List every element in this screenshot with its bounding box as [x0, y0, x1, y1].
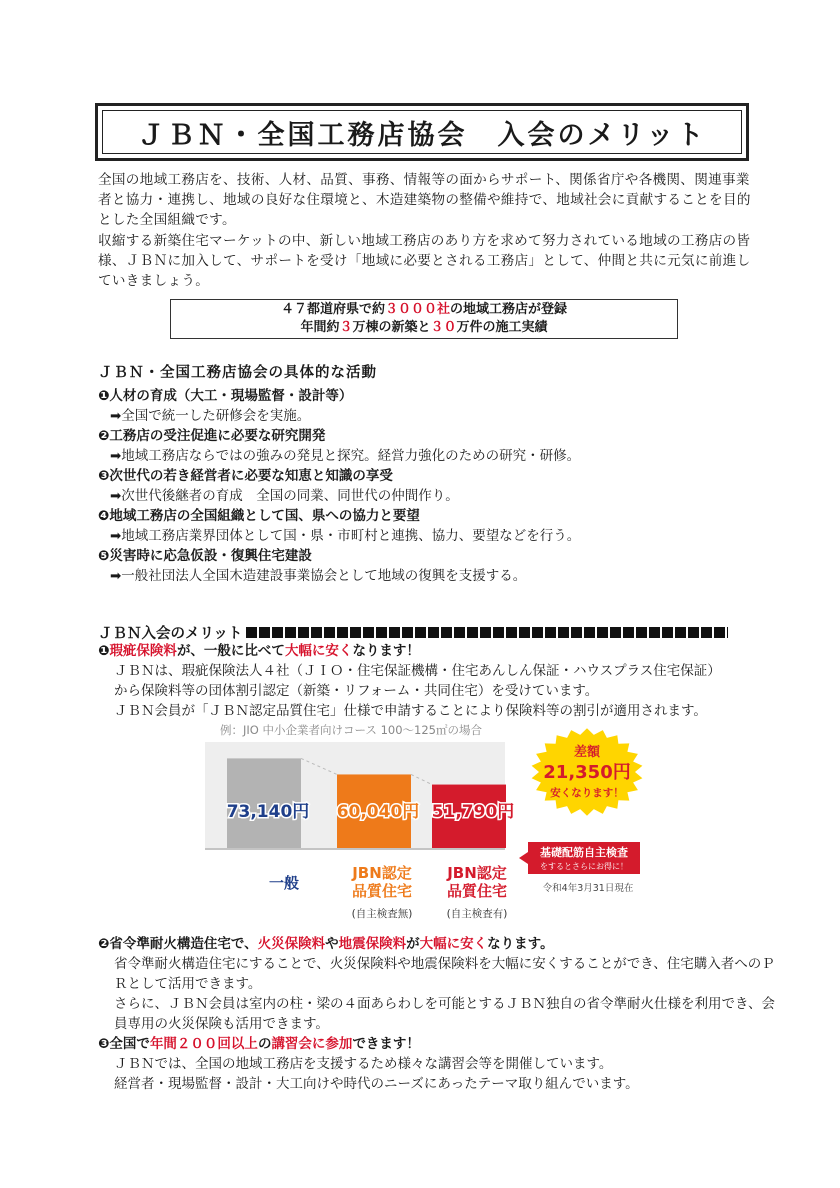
activity-item [98, 426, 778, 466]
chart-category-label: 品質住宅 [351, 882, 413, 900]
title-box [95, 103, 749, 161]
merit-highlight: 大幅に安く [419, 936, 488, 952]
date-note: 令和4年3月31日現在 [542, 883, 634, 894]
activity-desc: ➡地域工務店業界団体として国・県・市町村と連携、協力、要望などを行う。 [110, 528, 581, 544]
merit-text: ❸全国で [98, 1036, 150, 1052]
merit-highlight: 地震保険料 [338, 936, 407, 952]
merit-1 [98, 641, 778, 721]
stats-text: の地域工務店が登録 [450, 302, 568, 317]
activities-list [98, 386, 778, 586]
merit-highlight: 瑕疵保険料 [109, 643, 177, 659]
stats-highlight: ３ [339, 320, 353, 335]
merit-text: や [325, 936, 339, 952]
stats-text: 万棟の新築と [352, 320, 431, 335]
stats-line-1 [171, 301, 677, 319]
insurance-chart [205, 720, 665, 920]
merit-2-head [98, 934, 778, 954]
chart-value-label: 73,140円 [226, 802, 310, 822]
badge-top-label: 差額 [573, 745, 601, 760]
stats-text: ４７都道府県で約 [280, 302, 385, 317]
activity-item [98, 546, 778, 586]
merit-2-line: 省令準耐火構造住宅にすることで、火災保険料や地震保険料を大幅に安くすることができ、住宅購入者へのＰＲとして活用できます。 [114, 956, 775, 992]
activity-head: ❹地域工務店の全国組織として国、県への協力と要望 [98, 508, 420, 524]
chart-category-label: JBN認定 [447, 864, 507, 882]
merit-1-line: から保険料等の団体割引認定（新築・リフォーム・共同住宅）を受けています。 [114, 683, 599, 699]
decorative-bar [246, 627, 728, 638]
activity-head: ❶人材の育成（大工・現場監督・設計等） [98, 388, 353, 404]
merit-highlight: 講習会に参加 [271, 1036, 353, 1052]
intro-paragraph-2: 収縮する新築住宅マーケットの中、新しい地域工務店のあり方を求めて努力されている地域の工務店の皆様、ＪＢＮに加入して、サポートを受け「地域に必要とされる工務店」として、仲間と共に元気に前進していきましょう。 [98, 232, 751, 290]
note-line-2: をするとさらにお得に！ [540, 862, 628, 871]
merit-3-line: 経営者・現場監督・設計・大工向けや時代のニーズにあったテーマ取り組んでいます。 [114, 1076, 639, 1092]
merit-highlight: 火災保険料 [257, 936, 326, 952]
merit-1-head [98, 641, 778, 661]
merits-title: ＪＢＮ入会のメリット [98, 626, 243, 642]
activity-item [98, 506, 778, 546]
merit-number: ❶ [98, 643, 110, 659]
merit-2-line: さらに、ＪＢＮ会員は室内の柱・梁の４面あらわしを可能とするＪＢＮ独自の省令準耐火仕様を利用でき、会員専用の火災保険も活用できます。 [114, 996, 775, 1032]
activity-item [98, 466, 778, 506]
stats-box [170, 299, 678, 339]
intro-text [98, 170, 758, 291]
activity-head: ❷工務店の受注促進に必要な研究開発 [98, 428, 326, 444]
merit-text: が [406, 936, 420, 952]
activity-desc: ➡次世代後継者の育成 全国の同業、同世代の仲間作り。 [110, 488, 459, 504]
merit-text: ❷省令準耐火構造住宅で、 [98, 936, 258, 952]
activity-item [98, 386, 778, 426]
stats-line-2 [171, 319, 677, 337]
stats-highlight: ３０００社 [384, 302, 450, 317]
merit-text: できます！ [352, 1036, 420, 1052]
chart-sub-label: (自主検査無) [351, 908, 413, 920]
merit-highlight: 年間２００回以上 [149, 1036, 258, 1052]
badge-amount: 21,350円 [543, 762, 631, 783]
chart-title: 例：JIO 中小企業者向けコース 100～125㎡の場合 [220, 723, 482, 737]
merit-highlight: 大幅に安く [284, 643, 353, 659]
merit-3-line: ＪＢＮでは、全国の地域工務店を支援するため様々な講習会等を開催しています。 [114, 1056, 613, 1072]
activity-head: ❸次世代の若き経営者に必要な知恵と知識の享受 [98, 468, 393, 484]
merit-text: なります！ [352, 643, 420, 659]
chart-sub-label: (自主検査有) [446, 908, 508, 920]
merit-3-head [98, 1034, 778, 1054]
chart-category-label: JBN認定 [352, 864, 412, 882]
activity-head: ❺災害時に応急仮設・復興住宅建設 [98, 548, 312, 564]
activity-desc: ➡一般社団法人全国木造建設事業協会として地域の復興を支援する。 [110, 568, 527, 584]
activity-desc: ➡全国で統一した研修会を実施。 [110, 408, 311, 424]
merit-text: なります。 [487, 936, 554, 952]
chart-category-label: 一般 [268, 874, 300, 892]
merit-1-line: ＪＢＮは、瑕疵保険法人４社（ＪＩＯ・住宅保証機構・住宅あんしん保証・ハウスプラス住宅保証） [114, 663, 721, 679]
badge-bottom-label: 安くなります！ [550, 787, 624, 799]
stats-text: 年間約 [300, 320, 340, 335]
note-line-1: 基礎配筋自主検査 [540, 846, 628, 859]
note-pointer [519, 852, 528, 864]
chart-value-label: 60,040円 [336, 802, 420, 822]
merit-1-line: ＪＢＮ会員が「ＪＢＮ認定品質住宅」仕様で申請することにより保険料等の割引が適用されます。 [114, 703, 707, 719]
merit-text: の [257, 1036, 272, 1052]
stats-text: 万件の施工実績 [456, 320, 548, 335]
activities-title: ＪＢＮ・全国工務店協会の具体的な活動 [98, 365, 377, 381]
intro-paragraph-1: 全国の地域工務店を、技術、人材、品質、事務、情報等の面からサポート、関係省庁や各機関、関連事業者と協力・連携し、地域の良好な住環境と、木造建築物の整備や維持で、地域社会に貢献することを目的とした全国組織です。 [98, 172, 751, 229]
merit-text: が、一般に比べて [176, 643, 285, 659]
page-title: ＪＢＮ・全国工務店協会 入会のメリット [137, 119, 707, 151]
chart-value-label: 51,790円 [431, 802, 515, 822]
merit-2-3 [98, 934, 778, 1094]
stats-highlight: ３０ [430, 320, 457, 335]
merits-title-row [98, 622, 728, 643]
chart-category-label: 品質住宅 [446, 882, 508, 900]
activity-desc: ➡地域工務店ならではの強みの発見と探究。経営力強化のための研究・研修。 [110, 448, 581, 464]
